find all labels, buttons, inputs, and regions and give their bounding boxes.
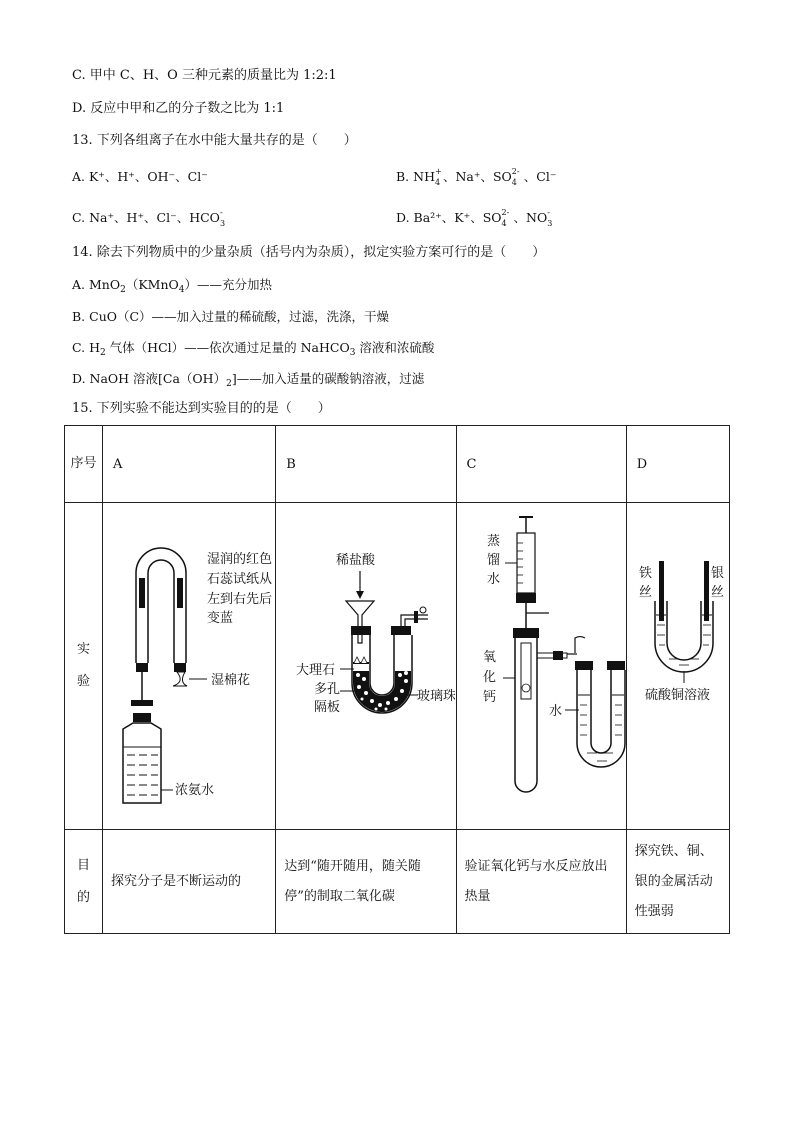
label-fe-1: 铁 [638,566,652,581]
label-ag-2: 丝 [710,585,724,600]
label-fe-2: 丝 [638,585,652,600]
label-paper-2: 石蕊试纸从 [207,572,273,587]
col-header-a: A [103,426,276,503]
label-water-top-3: 水 [486,572,500,587]
label-cao-3: 钙 [482,690,496,705]
q14-option-b: B. CuO（C）——加入过量的稀硫酸，过滤，洗涤，干燥 [72,309,390,324]
figure-a-cell [103,503,276,830]
table-purpose-row [65,830,730,934]
figure-b-co2-generator [276,503,455,825]
q12-option-d: D. 反应中甲和乙的分子数之比为 1:1 [72,101,285,116]
experiment-table [64,425,730,934]
q14-option-d: D. NaOH 溶液$[Ca(OH)_2]——$加入适量的碳酸钠溶液，过滤 [72,371,425,389]
label-marble: 大理石 [296,663,336,678]
label-acid: 稀盐酸 [336,553,376,568]
question-13: 13. 下列各组离子在水中能大量共存的是（ ） [72,133,357,148]
figure-d-cell [626,503,729,830]
purpose-a: 探究分子是不断运动的 [103,830,276,934]
label-water-top-2: 馏 [486,553,500,568]
label-plate-1: 多孔 [314,682,341,697]
figure-d-metal-activity [627,503,729,825]
q14-option-c: C. $H_2$ 气体（HCl）——依次通过足量的 NaHCO$_3$ 溶液和浓硫酸 [72,340,435,358]
q12-option-c: C. 甲中 C、H、O 三种元素的质量比为 1:2:1 [72,68,337,83]
label-plate-2: 隔板 [314,700,341,715]
label-ag-1: 银 [710,566,724,581]
label-beads: 玻璃珠 [417,689,456,704]
question-15: 15. 下列实验不能达到实验目的的是（ ） [72,401,331,416]
question-14: 14. 除去下列物质中的少量杂质（括号内为杂质），拟定实验方案可行的是（ ） [72,245,546,260]
row-label-number: 序号 [65,426,103,503]
q14-option-a: A. MnO$_2$（KMnO$_4$）——充分加热 [72,277,272,295]
q13-option-d: D. Ba²⁺、K⁺、SO 2- 4 、NO - 3 [396,208,553,228]
label-solution: 硫酸铜溶液 [644,688,710,703]
label-ammonia: 浓氨水 [175,783,215,798]
table-experiment-row [65,503,730,830]
row-label-purpose: 目的 [65,830,103,934]
figure-c-cao-water [457,503,626,825]
col-header-c: C [456,426,626,503]
label-cao-2: 化 [482,670,496,685]
figure-b-cell [276,503,456,830]
col-header-b: B [276,426,456,503]
label-water: 水 [548,704,562,719]
label-paper-1: 湿润的红色 [207,552,273,567]
figure-a-ammonia-diffusion [103,503,275,825]
label-paper-3: 左到右先后 [207,592,273,607]
purpose-c: 验证氧化钙与水反应放出热量 [456,830,626,934]
label-cotton: 湿棉花 [211,673,251,688]
col-header-d: D [626,426,729,503]
table-header-row [65,426,730,503]
row-label-experiment: 实验 [65,503,103,830]
label-paper-4: 变蓝 [207,611,234,626]
q13-option-b: B. NH + 4 、Na⁺、SO 2- 4 、Cl⁻ [396,167,557,187]
label-cao-1: 氧 [482,650,496,665]
q13-option-c: C. Na⁺、H⁺、Cl⁻、HCO - 3 [72,208,226,228]
q13-option-a: A. K⁺、H⁺、OH⁻、Cl⁻ [72,169,208,184]
label-water-top-1: 蒸 [486,534,500,549]
purpose-b: 达到“随开随用，随关随停”的制取二氧化碳 [276,830,456,934]
purpose-d: 探究铁、铜、银的金属活动性强弱 [626,830,729,934]
figure-c-cell [456,503,626,830]
